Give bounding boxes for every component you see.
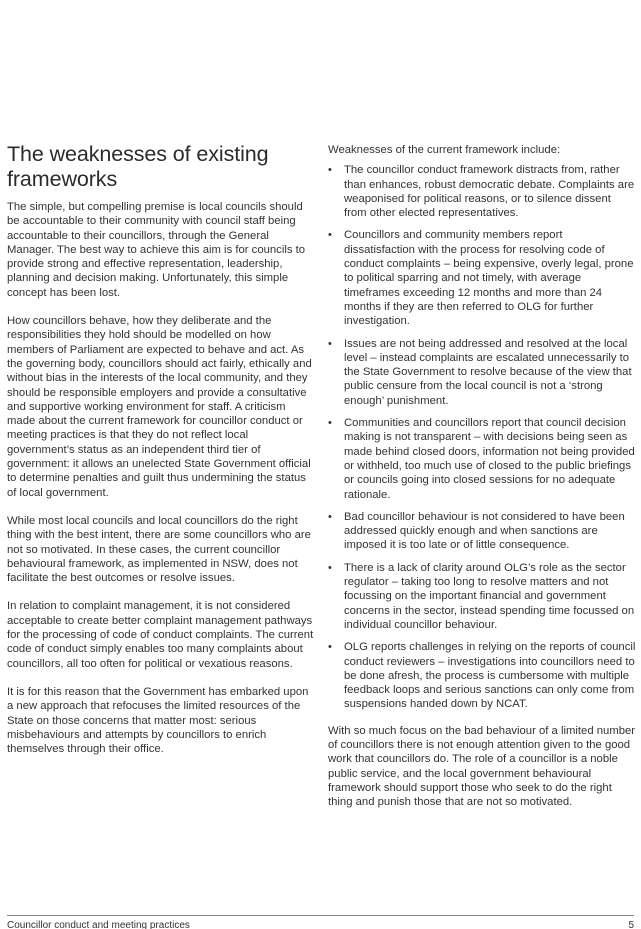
- list-item-text: The councillor conduct framework distracts from, rather than enhances, robust democratic debate. Complaints are weaponised for political reasons, or to silence dissent from other elected representatives.: [344, 164, 635, 220]
- list-item: [328, 416, 636, 502]
- footer-title: Councillor conduct and meeting practices: [7, 920, 190, 929]
- paragraph-new-approach: It is for this reason that the Government has embarked upon a new approach that refocuses the limited resources of the State on those concerns that matter most: serious misbehaviours and attempts by councillors to enrich themselves through their office.: [7, 685, 309, 756]
- bullet-icon: •: [328, 164, 332, 177]
- list-item: [328, 163, 636, 220]
- list-item-text: Issues are not being addressed and resolved at the local level – instead complaints are escalated unnecessarily to the State Government to resolve because of the view that public censure from the local council is not a ‘strong enough’ punishment.: [344, 337, 632, 407]
- paragraph-complaints: In relation to complaint management, it is not considered acceptable to create better complaint management pathways for the processing of code of conduct complaints. The current code of conduct simply enables too many complaints about councillors, all too often for political or vexatious reasons.: [7, 600, 314, 670]
- paragraph-motivation: While most local councils and local councillors do the right thing with the best intent, there are some councillors who are not so motivated. In these cases, the current councillor behavioural framework, as implemented in NSW, does not facilitate the best outcomes or resolve issues.: [7, 514, 311, 585]
- bullet-icon: •: [328, 229, 332, 242]
- weaknesses-intro: Weaknesses of the current framework include:: [328, 144, 561, 156]
- closing-paragraph: With so much focus on the bad behaviour of a limited number of councillors there is not enough attention given to the good work that councillors do. The role of a councillor is a noble public service, and the local government behavioural framework should support those who seek to do the right thing and punish those that are not so motivated.: [328, 724, 636, 809]
- list-item-text: Councillors and community members report dissatisfaction with the process for resolving code of conduct complaints – being expensive, overly legal, prone to political sparring and not timely, with average timeframes exceeding 12 months and more than 24 months if they are then referred to OLG for further investigation.: [344, 229, 634, 328]
- list-item-text: Bad councillor behaviour is not considered to have been addressed quickly enough and when sanctions are imposed it is too late or of little consequence.: [344, 510, 625, 552]
- weaknesses-list: [328, 163, 636, 711]
- section-heading: The weaknesses of existing frameworks: [7, 142, 269, 191]
- paragraph-premise: The simple, but compelling premise is local councils should be accountable to their community with council staff being accountable to their councillors, through the General Manager. The best way to achieve this aim is for councils to provide strong and effective representation, leadership, planning and decision making. Unfortunately, this simple concept has been lost.: [7, 201, 306, 299]
- page-number: 5: [628, 920, 634, 929]
- bullet-icon: •: [328, 337, 332, 350]
- list-item: [328, 228, 636, 328]
- bullet-icon: •: [328, 510, 332, 523]
- list-item: [328, 561, 636, 632]
- right-column: [328, 143, 636, 823]
- paragraph-behaviour: How councillors behave, how they deliberate and the responsibilities they hold should be modelled on how members of Parliament are expected to behave and act. As the governing body, councillors should act fairly, ethically and without bias in the interests of the local community, and they should be responsible employers and provide a consultative and supportive working environment for staff. A criticism made about the current framework for councillor conduct or meeting practices is that they do not reflect local government’s status as an independent third tier of government: it allows an unelected State Government official to determine penalties and guilt thus undermining the status of local government.: [7, 315, 312, 499]
- bullet-icon: •: [328, 417, 332, 430]
- footer-divider: [7, 915, 634, 916]
- list-item-text: OLG reports challenges in relying on the reports of council conduct reviewers – investigations into councillors need to be done afresh, the process is cumbersome with multiple feedback loops and serious sanctions can only come from suspensions handed down by NCAT.: [344, 641, 636, 711]
- bullet-icon: •: [328, 641, 332, 654]
- list-item: [328, 337, 636, 408]
- list-item: [328, 640, 636, 711]
- list-item: [328, 510, 636, 553]
- left-column: [7, 142, 315, 770]
- list-item-text: There is a lack of clarity around OLG’s role as the sector regulator – taking too long to resolve matters and not focussing on the important financial and government concerns in the sector, instead spending time focussed on individual councillor behaviour.: [344, 561, 635, 631]
- bullet-icon: •: [328, 561, 332, 574]
- list-item-text: Communities and councillors report that council decision making is not transparent – with decisions being seen as made behind closed doors, information not being provided or withheld, too much use of closed to the public briefings or councils going into closed sessions for no adequate rationale.: [344, 417, 635, 501]
